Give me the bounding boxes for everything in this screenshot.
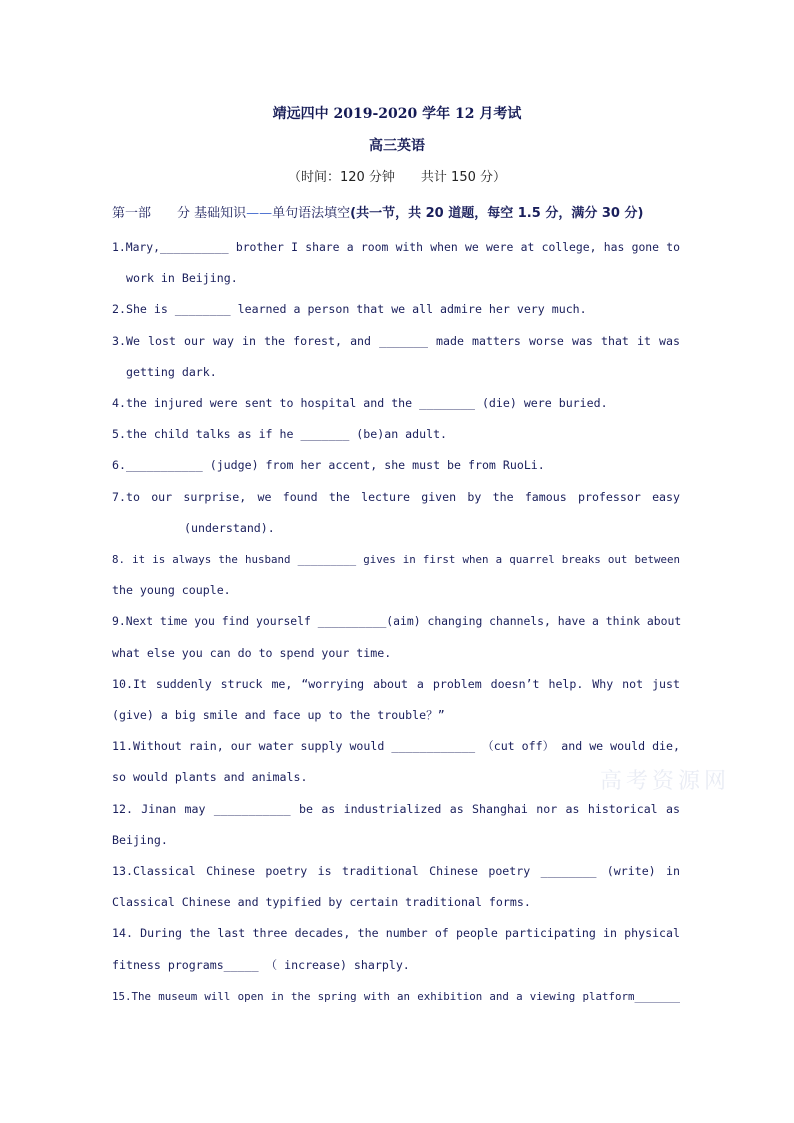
question-9-line-1: 9.Next time you find yourself __________(aim) changing channels, have a think about: [112, 614, 682, 628]
question-4-line-1: 4.the injured were sent to hospital and the ________ (die) were buried.: [112, 396, 608, 410]
question-13-line-2: Classical Chinese and typified by certain traditional forms.: [112, 895, 531, 909]
section-dash: ——: [246, 206, 273, 221]
question-1-line-1: 1.Mary,__________ brother I share a room with when we were at college, has gone to: [112, 240, 680, 254]
question-10-line-1: 10.It suddenly struck me, “worrying about a problem doesn’t help. Why not just: [112, 677, 680, 691]
question-6-line-1: 6.___________ (judge) from her accent, she must be from RuoLi.: [112, 458, 545, 472]
question-2-line-1: 2.She is ________ learned a person that we all admire her very much.: [112, 302, 587, 316]
question-10-line-2: (give) a big smile and face up to the trouble？”: [112, 708, 445, 722]
question-8-line-1: 8. it is always the husband _________ gives in first when a quarrel breaks out between: [112, 553, 680, 566]
question-9-line-2: what else you can do to spend your time.: [112, 646, 392, 660]
question-7-line-2: (understand).: [184, 521, 275, 535]
exam-title: 靖远四中 2019-2020 学年 12 月考试: [272, 106, 522, 122]
question-12-line-1: 12. Jinan may ___________ be as industrialized as Shanghai nor as historical as: [112, 802, 680, 816]
question-8-line-2: the young couple.: [112, 583, 231, 597]
exam-subject: 高三英语: [369, 138, 425, 154]
question-3-line-1: 3.We lost our way in the forest, and _______ made matters worse was that it was: [112, 334, 680, 348]
question-7-line-1: 7.to our surprise, we found the lecture given by the famous professor easy: [112, 490, 680, 504]
question-15-line-1: 15.The museum will open in the spring with an exhibition and a viewing platform_______: [112, 990, 680, 1003]
question-12-line-2: Beijing.: [112, 833, 168, 847]
section-detail: (共一节，共 20 道题，每空 1.5 分，满分 30 分): [350, 206, 644, 221]
section-heading: [112, 202, 643, 221]
question-3-line-2: getting dark.: [126, 365, 217, 379]
question-11-line-2: so would plants and animals.: [112, 770, 308, 784]
watermark: 高考资源网: [600, 769, 731, 794]
question-13-line-1: 13.Classical Chinese poetry is traditional Chinese poetry ________ (write) in: [112, 864, 680, 878]
exam-time-info: （时间：120 分钟 共计 150 分）: [287, 170, 507, 185]
section-topic: 单句语法填空: [272, 206, 351, 221]
question-5-line-1: 5.the child talks as if he _______ (be)an adult.: [112, 427, 448, 441]
section-part: 第一部 分 基础知识: [112, 206, 247, 221]
question-14-line-1: 14. During the last three decades, the number of people participating in physical: [112, 926, 680, 940]
question-14-line-2: fitness programs_____ （ increase) sharply.: [112, 958, 410, 972]
question-1-line-2: work in Beijing.: [126, 271, 238, 285]
question-11-line-1: 11.Without rain, our water supply would ____________ （cut off） and we would die,: [112, 739, 680, 753]
